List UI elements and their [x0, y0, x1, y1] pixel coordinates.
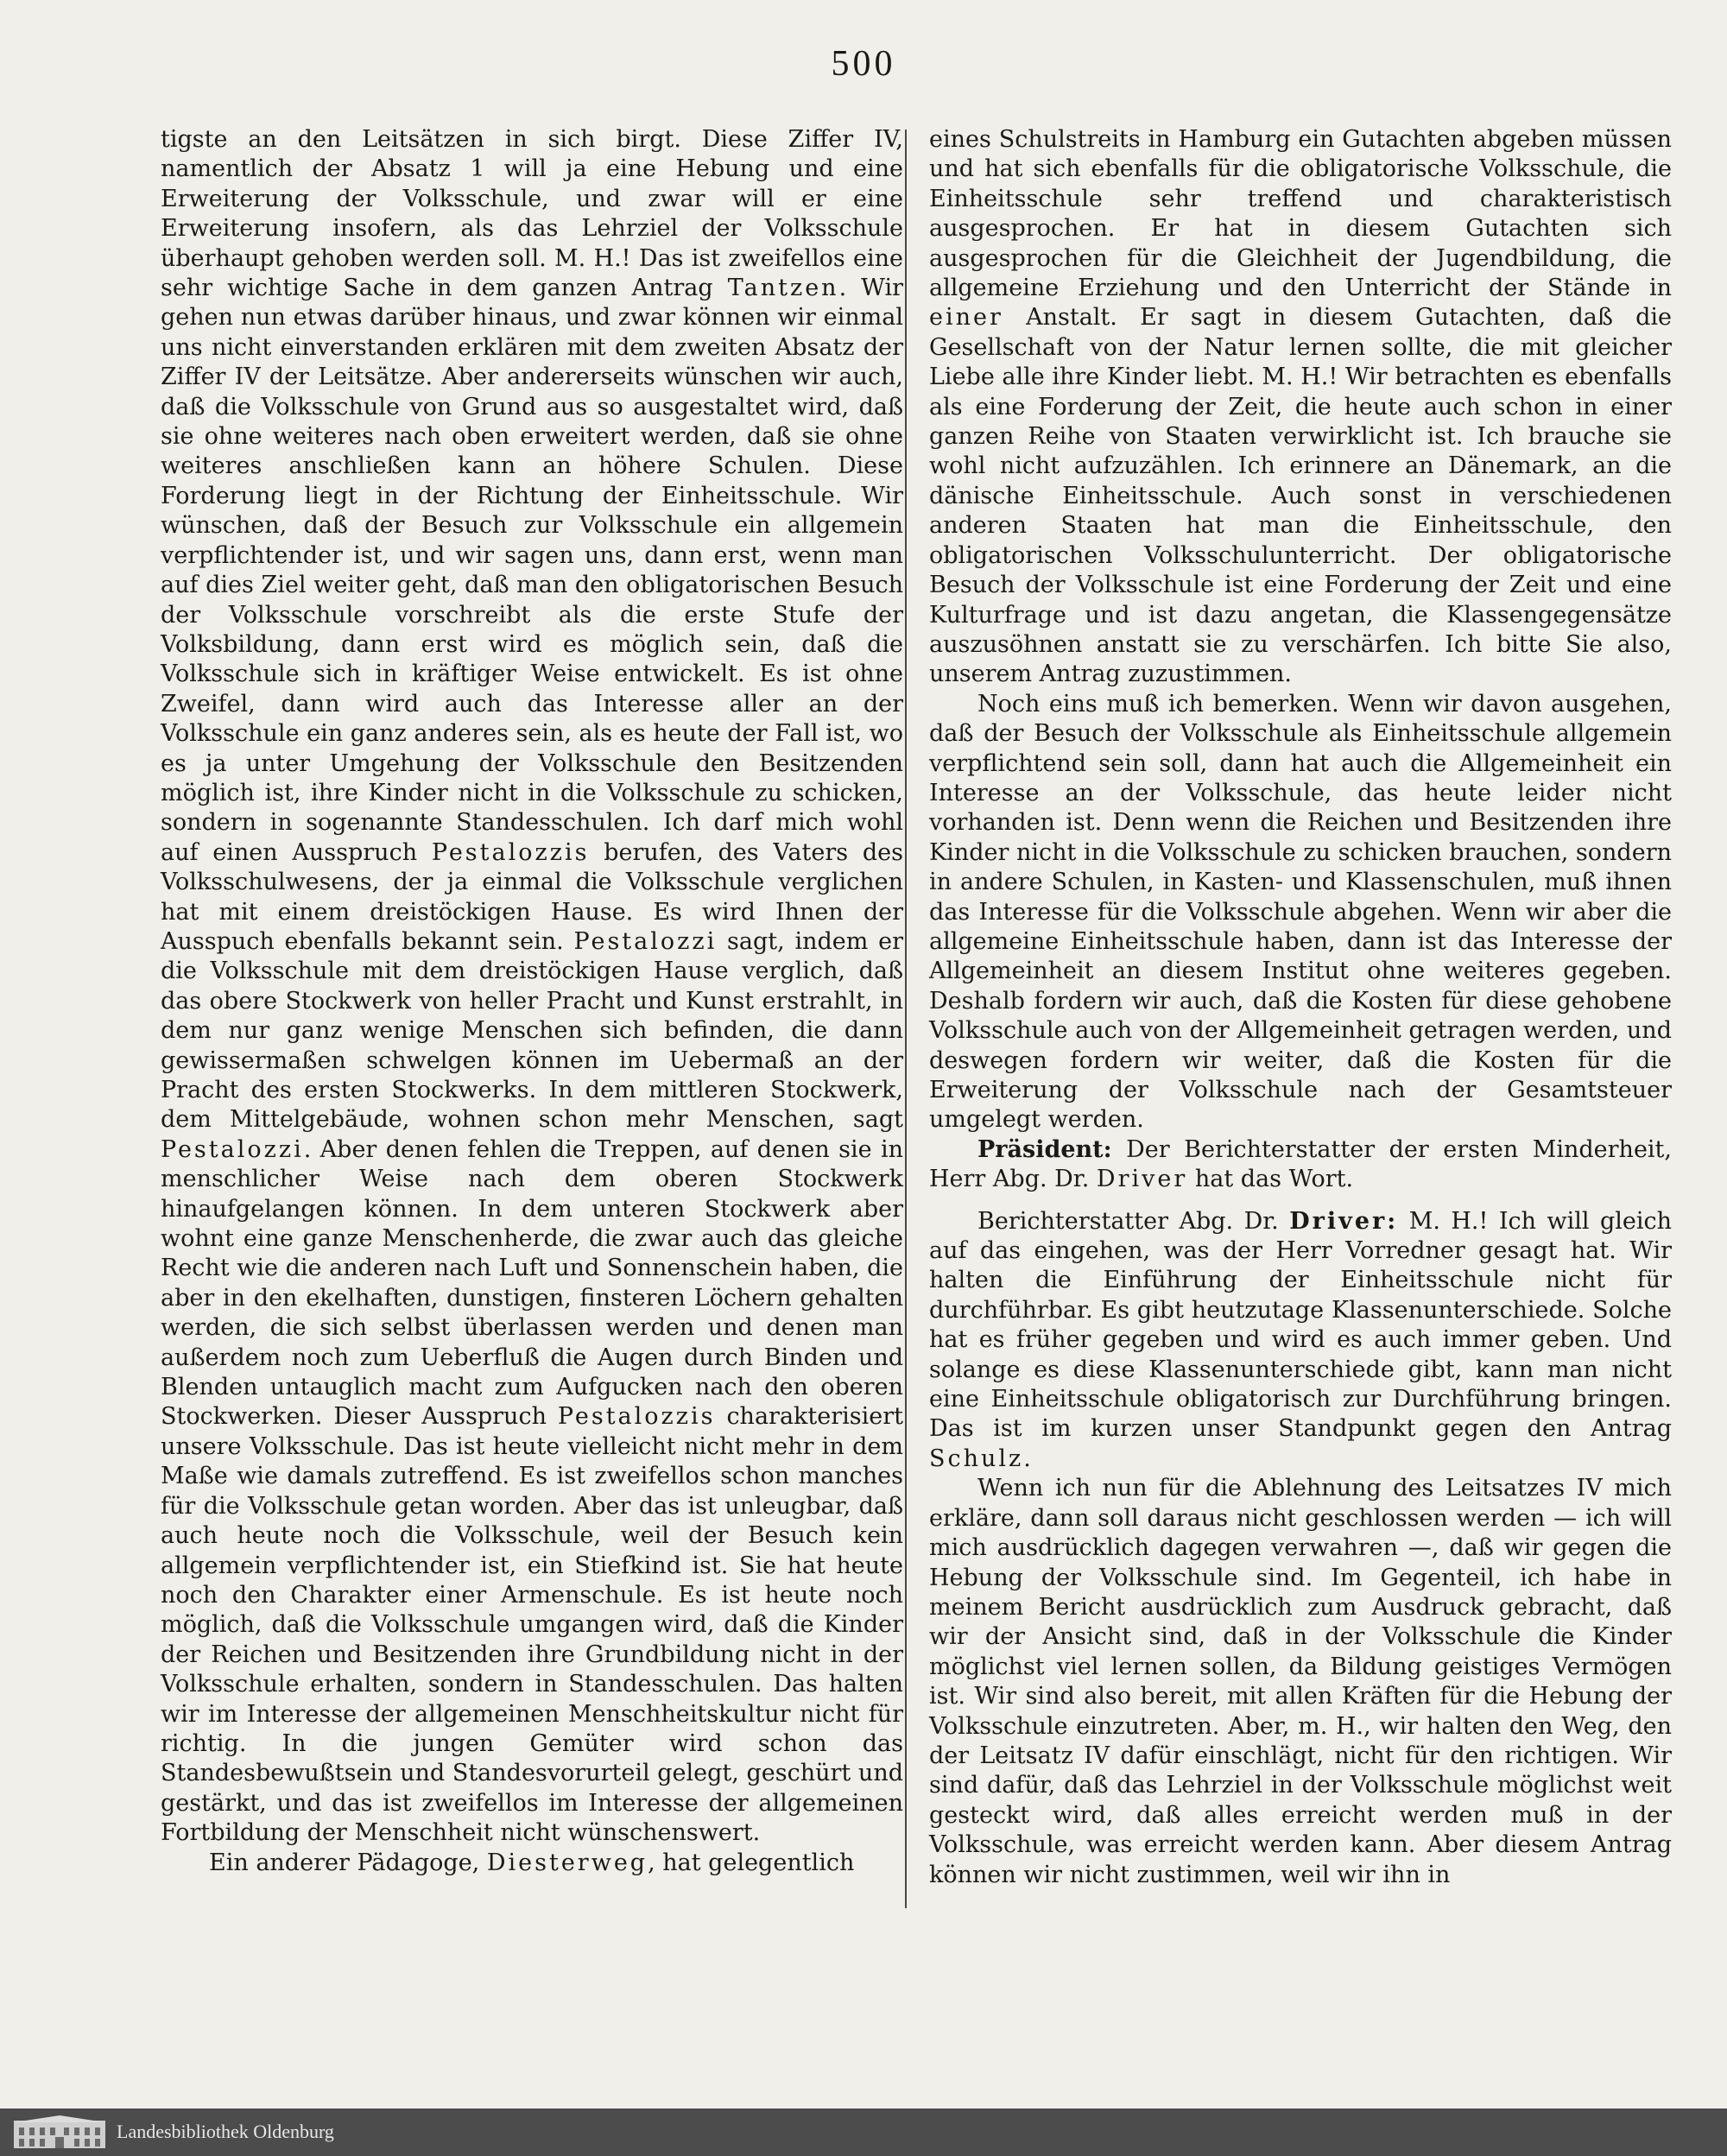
- text-run: hat das Wort.: [1187, 1166, 1354, 1193]
- footer-bar: [0, 2109, 1727, 2156]
- name-pestalozzi: Pestalozzi: [573, 927, 718, 955]
- text-run: . Aber denen fehlen die Treppen, auf denen sie in menschlicher Weise nach dem oberen Stockwerk hinaufgelangen können. In dem unteren Stockwerk aber wohnt eine ganze Menschenherde, die zwar auch das gleiche Recht wie die anderen nach Luft und Sonnenschein haben, die aber in den ekelhaften, dunstigen, finsteren Löchern gehalten werden, die sich selbst überlassen werden und denen man außerdem noch zum Ueberfluß die Augen durch Binden und Blenden untauglich macht zum Aufgucken nach den oberen Stockwerken. Dieser Ausspruch: [161, 1135, 903, 1431]
- text-run: Noch eins muß ich bemerken. Wenn wir davon ausgehen, daß der Besuch der Volksschule als Einheitsschule allgemein verpflichtend sein soll, dann hat auch die Allgemeinheit ein Interesse an der Volksschule, das heute leider nicht vorhanden ist. Denn wenn die Reichen und Besitzenden ihre Kinder nicht in die Volksschule zu schicken brauchen, sondern in andere Schulen, in Kasten- und Klassenschulen, muß ihnen das Interesse für die Volksschule abgehen. Wenn wir aber die allgemeine Einheitsschule haben, dann ist das Interesse der Allgemeinheit an diesem Institut ohne weiteres gegeben. Deshalb fordern wir auch, daß die Kosten für diese gehobene Volksschule auch von der Allgemeinheit getragen werden, und deswegen fordern wir weiter, daß die Kosten für die Erweiterung der Volksschule nach der Gesamtsteuer umgelegt werden.: [929, 690, 1672, 1134]
- text-run: .: [1023, 1445, 1031, 1472]
- name-pestalozzis: Pestalozzis: [431, 838, 590, 866]
- name-schulz: Schulz: [929, 1445, 1024, 1472]
- text-run: sagt, indem er die Volksschule mit dem dreistöckigen Hause verglich, daß das obere Stockwerk von heller Pracht und Kunst erstrahlt, in dem nur ganz wenige Menschen sich befinden, die dann gewissermaßen schwelgen können im Uebermaß an der Pracht des ersten Stockwerks. In dem mittleren Stockwerk, dem Mittelgebäude, wohnen schon mehr Menschen, sagt: [161, 927, 903, 1134]
- text-run: eines Schulstreits in Hamburg ein Gutachten abgeben müssen und hat sich ebenfalls für die obligatorische Volksschule, die Einheitsschule sehr treffend und charakteristisch ausgesprochen. Er hat in diesem Gutachten sich ausgesprochen für die Gleichheit der Jugendbildung, die allgemeine Erziehung und den Unterricht der Stände in: [929, 126, 1672, 302]
- text-run: Der Berichterstatter der ersten Minderheit, Herr Abg. Dr.: [929, 1135, 1672, 1193]
- name-driver: Driver: [1096, 1166, 1188, 1193]
- emphasis-einer: einer: [929, 304, 1003, 332]
- text-run: tigste an den Leitsätzen in sich birgt. Diese Ziffer IV, namentlich der Absatz 1 will ja eine Hebung und eine Erweiterung der Volksschule, und zwar will er eine Erweiterung insofern, als das Lehrziel der Volksschule überhaupt gehoben werden soll. M. H.! Das ist zweifellos eine sehr wichtige Sache in dem ganzen Antrag: [161, 126, 903, 302]
- text-run: . Wir gehen nun etwas darüber hinaus, und zwar können wir einmal uns nicht einverstanden erklären mit dem zweiten Absatz der Ziffer IV der Leitsätze. Aber andererseits wünschen wir auch, daß die Volksschule von Grund aus so ausgestaltet wird, daß sie ohne weiteres nach oben erweitert werden, daß sie ohne weiteres anschließen kann an höhere Schulen. Diese Forderung liegt in der Richtung der Einheitsschule. Wir wünschen, daß der Besuch zur Volksschule ein allgemein verpflichtender ist, und wir sagen uns, dann erst, wenn man auf dies Ziel weiter geht, daß man den obligatorischen Besuch der Volksschule vorschreibt als die erste Stufe der Volksbildung, dann erst wird es möglich sein, daß die Volksschule sich in kräftiger Weise entwickelt. Es ist ohne Zweifel, dann wird auch das Interesse aller an der Volksschule ein ganz anderes sein, als es heute der Fall ist, wo es ja unter Umgehung der Volksschule den Besitzenden möglich ist, ihre Kinder nicht in die Volksschule zu schicken, sondern in sogenannte Standesschulen. Ich darf mich wohl auf einen Ausspruch: [161, 275, 903, 866]
- text-run: charakterisiert unsere Volksschule. Das ist heute vielleicht nicht mehr in dem Maße wie damals zutreffend. Es ist zweifellos schon manches für die Volksschule getan worden. Aber das ist unleugbar, daß auch heute noch die Volksschule, weil der Besuch kein allgemein verpflichtender ist, ein Stiefkind ist. Sie hat heute noch den Charakter einer Armenschule. Es ist heute noch möglich, daß die Volksschule umgangen wird, daß die Kinder der Reichen und Besitzenden ihre Grundbildung nicht in der Volksschule erhalten, sondern in Standesschulen. Das halten wir im Interesse der allgemeinen Menschheitskultur nicht für richtig. In die jungen Gemüter wird schon das Standesbewußtsein und Standesvorurteil gelegt, geschürt und gestärkt, und das ist zweifellos im Interesse der allgemeinen Fortbildung der Menschheit nicht wünschenswert.: [161, 1403, 904, 1847]
- text-run: Anstalt. Er sagt in diesem Gutachten, daß die Gesellschaft von der Natur lernen sollte, die mit gleicher Liebe alle ihre Kinder liebt. M. H.! Wir betrachten es ebenfalls als eine Forderung der Zeit, die heute auch schon in einer ganzen Reihe von Staaten verwirklicht ist. Ich brauche sie wohl nicht aufzuzählen. Ich erinnere an Dänemark, an die dänische Einheitsschule. Auch sonst in verschiedenen anderen Staaten hat man die Einheitsschule, den obligatorischen Volksschulunterricht. Der obligatorische Besuch der Volksschule ist eine Forderung der Zeit und eine Kulturfrage und ist dazu angetan, die Klassengegensätze auszusöhnen anstatt sie zu verschärfen. Ich bitte Sie also, unserem Antrag zuzustimmen.: [929, 304, 1672, 688]
- speaker-president: Präsident:: [977, 1135, 1112, 1163]
- right-paragraph-2: [929, 690, 1672, 1135]
- text-run: berufen, des Vaters des Volksschulwesens, der ja einmal die Volksschule verglichen hat mit einem dreistöckigen Hause. Es wird Ihnen der Ausspuch ebenfalls bekannt sein.: [161, 838, 903, 955]
- name-pestalozzis: Pestalozzis: [557, 1403, 716, 1431]
- president-statement: [929, 1135, 1672, 1195]
- name-pestalozzi: Pestalozzi: [161, 1135, 304, 1163]
- speaker-reporter-label: Berichterstatter Abg. Dr.: [977, 1207, 1279, 1235]
- right-paragraph-1: [929, 125, 1672, 690]
- name-tantzen: Tantzen: [727, 275, 839, 302]
- right-column: [929, 125, 1672, 1890]
- text-run: , hat gelegentlich: [648, 1849, 855, 1876]
- left-paragraph-2: [161, 1849, 903, 1878]
- column-divider: [905, 130, 907, 1908]
- reporter-statement: [929, 1207, 1672, 1475]
- speaker-driver: Driver:: [1289, 1207, 1399, 1235]
- left-column: [161, 125, 903, 1878]
- left-paragraph-1: [161, 125, 903, 1849]
- text-run: M. H.! Ich will gleich auf das eingehen, was der Herr Vorredner gesagt hat. Wir halten die Einführung der Einheitsschule nicht für durchführbar. Es gibt heutzutage Klassenunterschiede. Solche hat es früher gegeben und wird es auch immer geben. Und solange es diese Klassenunterschiede gibt, kann man nicht eine Einheitsschule obligatorisch zur Durchführung bringen. Das ist im kurzen unser Standpunkt gegen den Antrag: [929, 1207, 1673, 1443]
- page-number: 500: [831, 44, 896, 84]
- text-run: Wenn ich nun für die Ablehnung des Leitsatzes IV mich erkläre, dann soll daraus nicht geschlossen werden — ich will mich ausdrücklich dagegen verwahren —, daß wir gegen die Hebung der Volksschule sind. Im Gegenteil, ich habe in meinem Bericht ausdrücklich zum Ausdruck gebracht, daß wir der Ansicht sind, daß in der Volksschule die Kinder möglichst viel lernen sollen, da Bildung geistiges Vermögen ist. Wir sind also bereit, mit allen Kräften für die Hebung der Volksschule einzutreten. Aber, m. H., wir halten den Weg, den der Leitsatz IV dafür einschlägt, nicht für den richtigen. Wir sind dafür, daß das Lehrziel in der Volksschule möglichst weit gesteckt wird, daß alles erreicht werden muß in der Volksschule, was erreicht werden kann. Aber diesem Antrag können wir nicht zustimmen, weil wir ihn in: [929, 1475, 1672, 1888]
- library-name[interactable]: Landesbibliothek Oldenburg: [117, 2121, 334, 2142]
- text-run: Ein anderer Pädagoge,: [209, 1849, 480, 1876]
- right-paragraph-4: [929, 1474, 1672, 1890]
- name-diesterweg: Diesterweg: [486, 1849, 648, 1876]
- library-building-icon: [12, 2115, 107, 2150]
